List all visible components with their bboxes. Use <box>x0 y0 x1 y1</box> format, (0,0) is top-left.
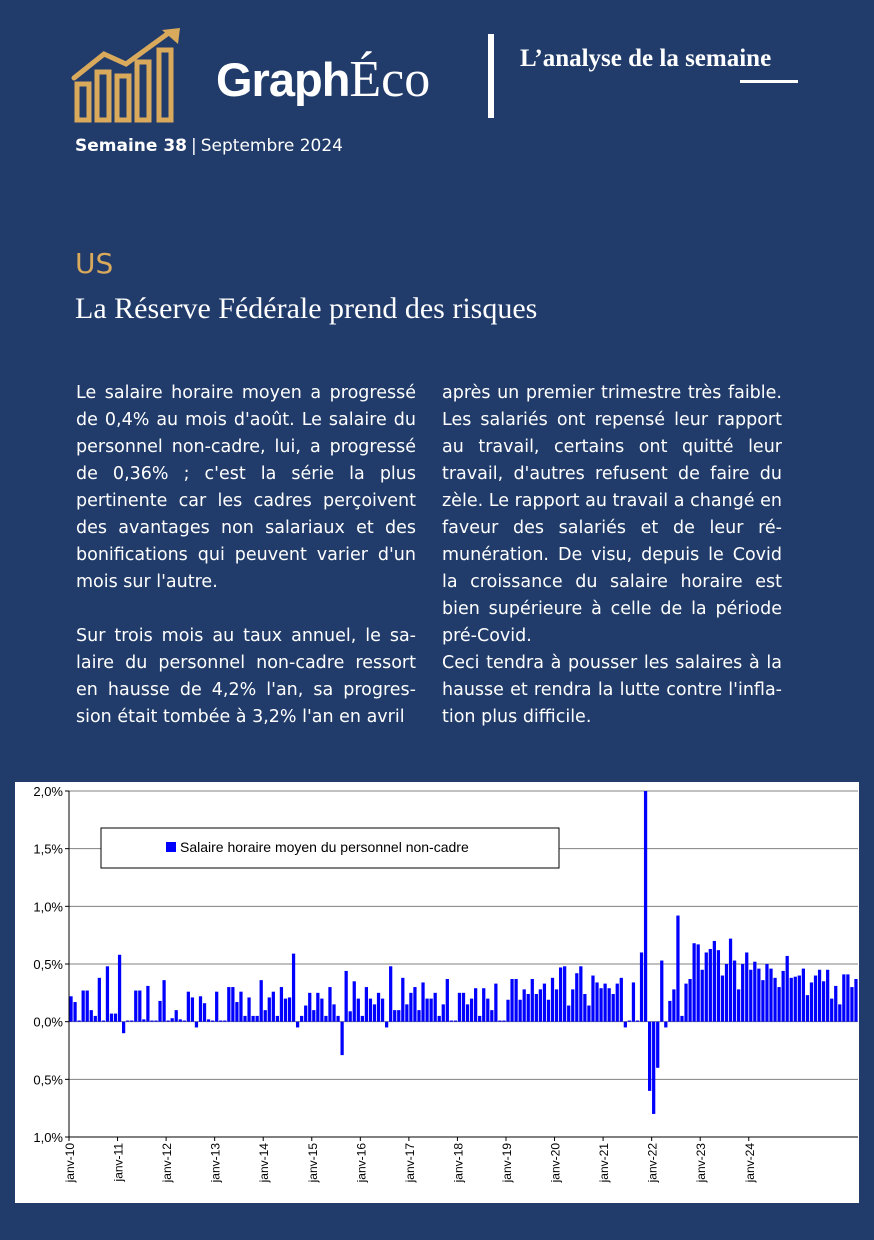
bar <box>77 1021 80 1022</box>
x-tick-label: janv-10 <box>63 1143 77 1183</box>
bar <box>82 991 85 1022</box>
x-tick-label: janv-23 <box>694 1143 709 1183</box>
bar <box>668 1001 671 1022</box>
bar <box>567 1006 570 1022</box>
bar <box>579 966 582 1021</box>
bar <box>547 1000 550 1022</box>
x-tick-label: janv-16 <box>354 1143 369 1183</box>
bar <box>345 971 348 1022</box>
bar <box>737 989 740 1021</box>
bar <box>514 979 517 1022</box>
brand-eco: Éco <box>349 51 431 108</box>
article-column-1 <box>76 380 416 731</box>
bar <box>733 961 736 1022</box>
bar <box>175 1010 178 1022</box>
bar <box>369 999 372 1022</box>
bar <box>385 1022 388 1028</box>
bar <box>709 949 712 1022</box>
bar <box>421 982 424 1021</box>
bar <box>94 1016 97 1022</box>
bar <box>215 992 218 1022</box>
bar <box>688 979 691 1022</box>
bar <box>535 994 538 1022</box>
bar <box>555 989 558 1021</box>
bar <box>834 986 837 1022</box>
bar <box>373 1004 376 1021</box>
bar <box>701 970 704 1022</box>
bar <box>397 1010 400 1022</box>
bar <box>636 1021 639 1022</box>
bar <box>773 978 776 1022</box>
y-tick-label: 0,0% <box>33 1014 63 1030</box>
month-label: Septembre 2024 <box>200 136 343 156</box>
bar <box>846 974 849 1021</box>
bar <box>506 1000 509 1022</box>
bar <box>260 980 263 1022</box>
bar <box>616 984 619 1022</box>
bar <box>183 1021 186 1022</box>
bar <box>69 996 72 1021</box>
tagline-underline <box>740 80 798 83</box>
bar <box>454 1021 457 1022</box>
bar <box>381 999 384 1022</box>
bar <box>134 991 137 1022</box>
section-label: US <box>75 247 114 280</box>
bar <box>798 976 801 1022</box>
bar <box>191 997 194 1021</box>
bar <box>527 994 530 1022</box>
bar <box>268 997 271 1021</box>
bar <box>494 984 497 1022</box>
bar <box>850 987 853 1022</box>
bar <box>498 1021 501 1022</box>
bar <box>106 966 109 1021</box>
bar <box>741 964 744 1022</box>
bar <box>126 1021 129 1022</box>
article-column-2 <box>442 380 782 731</box>
bar <box>777 987 780 1022</box>
bar <box>591 976 594 1022</box>
bar <box>462 993 465 1022</box>
bar <box>114 1014 117 1022</box>
bar <box>171 1018 174 1021</box>
bar <box>340 1022 343 1055</box>
bar <box>543 984 546 1022</box>
y-tick-label: 0,5% <box>33 957 63 972</box>
article-title: La Réserve Fédérale prend des risques <box>75 292 538 325</box>
bar <box>684 984 687 1022</box>
bar <box>130 1021 133 1022</box>
header-divider <box>488 34 494 118</box>
bar <box>640 952 643 1021</box>
bar <box>551 978 554 1022</box>
bar <box>377 993 380 1022</box>
x-tick-label: janv-11 <box>111 1143 126 1182</box>
bar <box>430 999 433 1022</box>
bar <box>158 1001 161 1022</box>
x-tick-label: janv-24 <box>742 1143 757 1183</box>
bar <box>765 964 768 1022</box>
bar <box>357 999 360 1022</box>
tagline: L’analyse de la semaine <box>520 45 772 72</box>
bar <box>830 999 833 1022</box>
bar <box>300 1016 303 1022</box>
bar <box>652 1022 655 1114</box>
bar <box>207 1019 210 1021</box>
bar <box>223 1021 226 1022</box>
x-tick-label: janv-15 <box>305 1143 320 1183</box>
bar <box>790 978 793 1022</box>
bar <box>761 980 764 1022</box>
bar <box>102 1021 105 1022</box>
bar <box>672 989 675 1021</box>
bar <box>409 993 412 1022</box>
bar <box>697 944 700 1021</box>
bar <box>478 1016 481 1022</box>
bar <box>90 1010 93 1022</box>
bar-chart-growth-icon <box>70 26 188 124</box>
bar <box>486 999 489 1022</box>
bar <box>802 969 805 1022</box>
bar <box>587 1006 590 1022</box>
bar <box>693 943 696 1021</box>
bar <box>389 966 392 1021</box>
paragraph: après un premier trimestre très faible. Les salariés ont repensé leur rapport au travail, certains ont quitté leur travail, d'autres refusent de faire du zèle. Le rapport au travail a changé en faveur des salariés et de leur rémunération. De visu, depuis le Covid la croissance du salaire horaire est bien supérieure à celle de la période pré-Covid. <box>442 383 782 646</box>
bar <box>539 989 542 1021</box>
bar <box>814 976 817 1022</box>
bar <box>142 1019 145 1021</box>
bar <box>721 976 724 1022</box>
brand-graph: Graph <box>216 53 350 106</box>
bar <box>167 1021 170 1022</box>
bar <box>519 1000 522 1022</box>
bar <box>247 997 250 1021</box>
bar <box>450 1021 453 1022</box>
bar <box>786 956 789 1022</box>
bar <box>292 954 295 1022</box>
bar <box>470 999 473 1022</box>
x-tick-label: janv-13 <box>208 1143 223 1183</box>
bar <box>187 992 190 1022</box>
paragraph: Le salaire horaire moyen a progressé de 0,4% au mois d'août. Le salaire du personnel non-cadre, lui, a progressé de 0,36% ; c'est la série la plus pertinente car les cadres perçoivent des avantages non salariaux et des bonifications qui peuvent varier d'un mois sur l'autre. <box>76 383 416 592</box>
bar <box>624 1022 627 1028</box>
bar <box>296 1022 299 1028</box>
bar <box>490 1010 493 1022</box>
bar <box>195 1022 198 1028</box>
week-separator: | <box>191 136 197 156</box>
bar <box>648 1022 651 1091</box>
bar <box>608 988 611 1021</box>
bar <box>284 999 287 1022</box>
bar <box>563 966 566 1021</box>
x-tick-label: janv-17 <box>402 1143 417 1183</box>
bar <box>745 952 748 1021</box>
bar <box>713 941 716 1022</box>
y-tick-label: 1,0% <box>33 1130 63 1145</box>
bar <box>150 1021 153 1022</box>
bar <box>620 978 623 1022</box>
y-tick-label: 1,0% <box>33 899 63 915</box>
bar <box>401 978 404 1022</box>
bar <box>644 791 647 1022</box>
bar <box>162 980 165 1022</box>
bar <box>280 987 283 1022</box>
y-tick-label: 2,0% <box>33 784 63 799</box>
bar <box>118 955 121 1022</box>
paragraph: Sur trois mois au taux annuel, le salaire du personnel non-cadre ressort en hausse de 4,2% l'an, sa progression était tombée à 3,2% l'an en avril <box>76 626 416 727</box>
week-label: Semaine 38 <box>75 136 187 156</box>
bar <box>320 999 323 1022</box>
bar <box>122 1022 125 1034</box>
bar <box>603 984 606 1022</box>
bar <box>466 1004 469 1021</box>
bar <box>417 1010 420 1022</box>
bar <box>353 981 356 1021</box>
bar <box>725 964 728 1022</box>
bar <box>664 1022 667 1028</box>
bar <box>749 970 752 1022</box>
bar <box>328 987 331 1022</box>
bar <box>288 997 291 1021</box>
x-tick-label: janv-18 <box>451 1143 466 1183</box>
bar <box>676 916 679 1022</box>
bar <box>336 1016 339 1022</box>
bar <box>757 969 760 1022</box>
bar <box>838 1004 841 1021</box>
bar <box>251 1016 254 1022</box>
bar <box>256 1016 259 1022</box>
bar <box>332 1004 335 1021</box>
bar <box>211 1021 214 1022</box>
bar <box>154 1021 157 1022</box>
bar <box>810 982 813 1021</box>
bar <box>583 994 586 1022</box>
bar <box>264 1010 267 1022</box>
bar <box>203 1003 206 1021</box>
x-tick-label: janv-19 <box>499 1143 514 1183</box>
y-tick-label: 0,5% <box>33 1072 63 1088</box>
bar <box>138 991 141 1022</box>
bar <box>680 1016 683 1022</box>
bar <box>361 1016 364 1022</box>
bar <box>523 989 526 1021</box>
paragraph: Ceci tendra à pousser les salaires à la hausse et rendra la lutte contre l'inflation plus difficile. <box>442 653 782 727</box>
x-tick-label: janv-20 <box>548 1143 563 1183</box>
chart-svg <box>15 782 859 1203</box>
bar <box>612 994 615 1022</box>
bar <box>599 988 602 1021</box>
bar <box>73 1002 76 1022</box>
bar <box>365 987 368 1022</box>
bar <box>349 1011 352 1021</box>
bar <box>502 1021 505 1022</box>
bar <box>575 973 578 1021</box>
bar <box>782 971 785 1022</box>
bar <box>705 952 708 1021</box>
bar <box>656 1022 659 1068</box>
bar <box>434 993 437 1022</box>
legend-label: Salaire horaire moyen du personnel non-cadre <box>180 839 469 855</box>
y-tick-label: 1,5% <box>33 841 63 857</box>
bar <box>243 1016 246 1022</box>
x-tick-label: janv-14 <box>257 1143 272 1183</box>
bar <box>276 1016 279 1022</box>
bar <box>854 979 857 1022</box>
bar <box>822 981 825 1021</box>
brand-logo <box>216 50 430 111</box>
bar <box>219 1021 222 1022</box>
bar <box>628 1021 631 1022</box>
bar <box>794 977 797 1022</box>
bar <box>312 1010 315 1022</box>
bar <box>729 939 732 1022</box>
bar <box>571 989 574 1021</box>
bar <box>425 999 428 1022</box>
bar <box>308 993 311 1022</box>
bar <box>393 1010 396 1022</box>
bar <box>826 970 829 1022</box>
bar <box>806 995 809 1022</box>
bar <box>324 1016 327 1022</box>
bar <box>272 992 275 1022</box>
legend-swatch <box>166 842 176 852</box>
bar <box>86 991 89 1022</box>
bar <box>717 950 720 1022</box>
bar <box>753 962 756 1022</box>
bar <box>818 970 821 1022</box>
bar <box>239 992 242 1022</box>
bar <box>842 974 845 1021</box>
bar <box>442 1004 445 1021</box>
bar <box>438 1016 441 1022</box>
bar <box>482 988 485 1021</box>
bar <box>405 1004 408 1021</box>
bar <box>227 987 230 1022</box>
bar <box>98 978 101 1022</box>
bar <box>531 979 534 1022</box>
bar <box>595 982 598 1021</box>
bar <box>231 987 234 1022</box>
bar <box>632 982 635 1021</box>
wage-growth-chart <box>15 782 859 1203</box>
bar <box>235 1002 238 1022</box>
bar <box>179 1019 182 1021</box>
bar <box>474 988 477 1021</box>
issue-date <box>75 136 343 156</box>
bar <box>413 987 416 1022</box>
x-tick-label: janv-21 <box>597 1143 612 1183</box>
bar <box>146 986 149 1022</box>
x-tick-label: janv-12 <box>160 1143 175 1183</box>
x-tick-label: janv-22 <box>645 1143 660 1183</box>
bar <box>769 969 772 1022</box>
bar <box>458 993 461 1022</box>
bar <box>316 993 319 1022</box>
bar <box>446 979 449 1022</box>
bar <box>559 967 562 1021</box>
bar <box>199 996 202 1021</box>
bar <box>510 979 513 1022</box>
bar <box>110 1014 113 1022</box>
bar <box>304 1006 307 1022</box>
bar <box>660 961 663 1022</box>
